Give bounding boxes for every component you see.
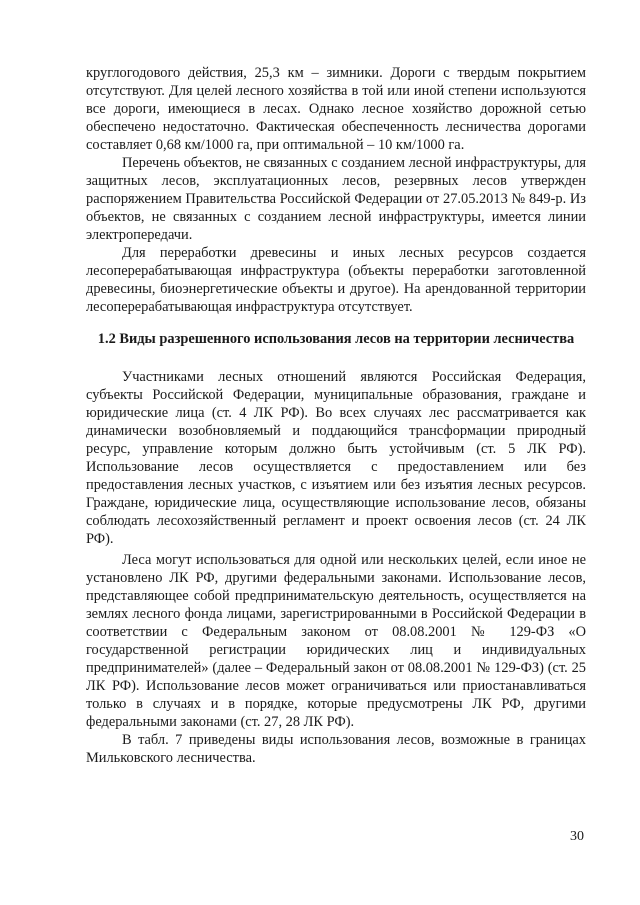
- document-body: [86, 64, 586, 767]
- paragraph-processing-infrastructure: Для переработки древесины и иных лесных ресурсов создается лесоперерабатывающая инфраструктура (объекты переработки заготовленной древесины, биоэнергетические объекты и другое). На арендованной территории лесоперерабатывающая инфраструктура отсутствует.: [86, 245, 586, 315]
- paragraph-forest-relations-participants: Участниками лесных отношений являются Российская Федерация, субъекты Российской Федерации, муниципальные образования, граждане и юридические лица (ст. 4 ЛК РФ). Во всех случаях лес рассматривается как динамически возобновляемый и поддающийся трансформации природный ресурс, управление которым должно быть устойчивым (ст. 5 ЛК РФ). Использование лесов осуществляется с предоставлением или без предоставления лесных участков, с изъятием или без изъятия лесных ресурсов. Граждане, юридические лица, осуществляющие использование лесов, обязаны соблюдать лесохозяйственный регламент и проект освоения лесов (ст. 24 ЛК РФ).: [86, 369, 586, 547]
- page-number: 30: [570, 829, 584, 844]
- paragraph-table-reference: В табл. 7 приведены виды использования лесов, возможные в границах Мильковского лесничества.: [86, 732, 586, 766]
- section-heading: 1.2 Виды разрешенного использования лесов на территории лесничества: [97, 331, 575, 347]
- paragraph-forest-use-purposes: Леса могут использоваться для одной или нескольких целей, если иное не установлено ЛК РФ, другими федеральными законами. Использование лесов, представляющее собой предпринимательскую деятельность, осуществляется на землях лесного фонда лицами, зарегистрированными в Российской Федерации в соответствии с Федеральным законом от 08.08.2001 № 129-ФЗ «О государственной регистрации юридических лиц и индивидуальных предпринимателей» (далее – Федеральный закон от 08.08.2001 № 129-ФЗ) (ст. 25 ЛК РФ). Использование лесов может ограничиваться или приостанавливаться только в случаях и в порядке, которые предусмотрены ЛК РФ, другими федеральными законами (ст. 27, 28 ЛК РФ).: [86, 552, 586, 730]
- paragraph-roads: круглогодового действия, 25,3 км – зимники. Дороги с твердым покрытием отсутствуют. Для целей лесного хозяйства в той или иной степени используются все дороги, имеющиеся в лесах. Однако лесное хозяйство дорожной сетью обеспечено недостаточно. Фактическая обеспеченность лесничества дорогами составляет 0,68 км/1000 га, при оптимальной – 10 км/1000 га.: [86, 65, 586, 153]
- paragraph-non-infrastructure-objects: Перечень объектов, не связанных с созданием лесной инфраструктуры, для защитных лесов, эксплуатационных лесов, резервных лесов утвержден распоряжением Правительства Российской Федерации от 27.05.2013 № 849-р. Из объектов, не связанных с созданием лесной инфраструктуры, имеется линии электропередачи.: [86, 155, 586, 243]
